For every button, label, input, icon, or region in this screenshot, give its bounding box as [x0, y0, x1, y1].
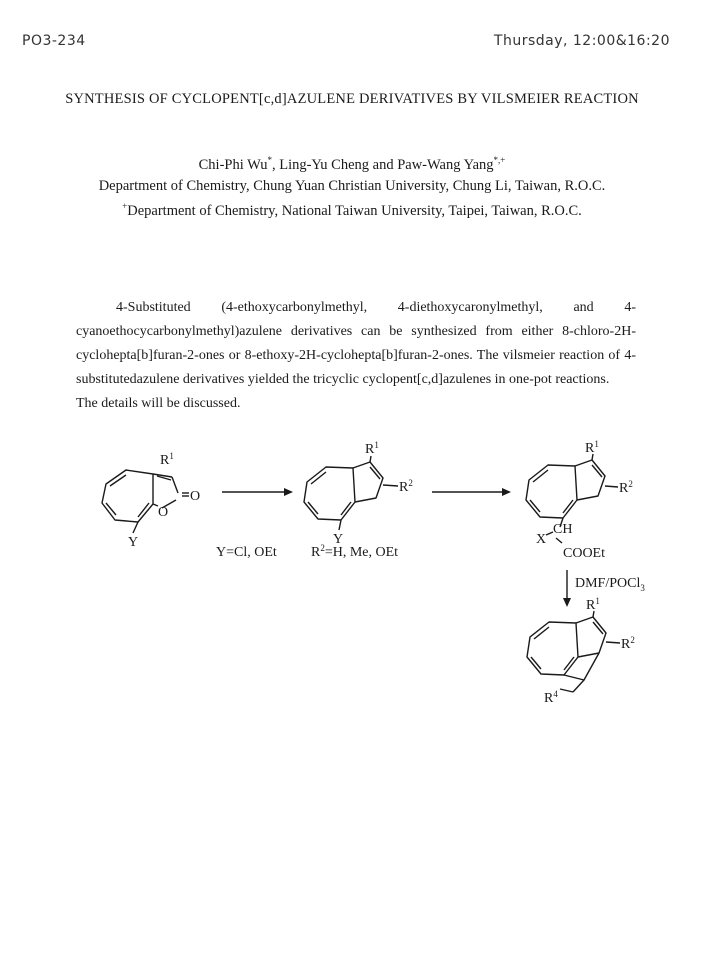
r1-label-3: $R^1$ [585, 439, 599, 456]
abstract [76, 296, 636, 416]
author-last-mark: *,+ [493, 155, 506, 165]
poster-code: PO3-234 [22, 33, 86, 49]
cooet-label: COOEt [563, 546, 605, 561]
azulene-structure [304, 456, 398, 530]
x-label: X [536, 532, 547, 547]
reagent-label: DMF/POCl$_3$ [575, 576, 645, 593]
author-first-mark: * [267, 155, 272, 165]
abstract-paragraph: 4-Substituted (4-ethoxycarbonylmethyl, 4-diethoxycaronylmethyl, and 4-cyanoethocycarbonylmethyl)azulene derivatives can be synthesized from either 8-chloro-2H-cyclohepta[b]furan-2-ones or 8-ethoxy-2H-cyclohepta[b]furan-2-ones. The vilsmeier reaction of 4-substitutedazulene derivatives yielded the tricyclic cyclopent[c,d]azulenes in one-pot reactions. [76, 300, 636, 387]
paper-title: SYNTHESIS OF CYCLOPENT[c,d]AZULENE DERIVATIVES BY VILSMEIER REACTION [65, 91, 639, 107]
r2-label-2: $R^2$ [399, 478, 413, 495]
cyclopentazulene-structure [527, 611, 620, 692]
condition-r2: $R^2=H$, Me, OEt [311, 543, 399, 560]
r1-label-1: $R^1$ [160, 451, 174, 468]
y-label-2: Y [333, 532, 344, 547]
arrow-down-head [563, 598, 571, 607]
affiliation-2 [0, 201, 704, 220]
r1-label-2: $R^1$ [365, 440, 379, 457]
condition-y: Y=Cl, OEt [216, 545, 277, 560]
affiliation-1: Department of Chemistry, Chung Yuan Christian University, Chung Li, Taiwan, R.O.C. [98, 178, 606, 194]
reaction-scheme [0, 430, 704, 720]
author-first: Chi-Phi Wu [198, 156, 268, 173]
arrow-2-head [502, 488, 511, 496]
r4-label: $R^4$ [544, 689, 558, 706]
author-rest: , Ling-Yu Cheng and Paw-Wang Yang [271, 156, 494, 173]
affiliation-2-mark: + [122, 201, 128, 211]
furanone-structure [102, 470, 189, 533]
affiliation-2-text: Department of Chemistry, National Taiwan University, Taipei, Taiwan, R.O.C. [127, 202, 582, 219]
ring-oxygen-label: O [158, 505, 169, 520]
session-time: Thursday, 12:00&16:20 [493, 33, 670, 49]
r2-label-3: $R^2$ [619, 479, 633, 496]
ch-label: CH [553, 522, 573, 537]
r2-label-4: $R^2$ [621, 635, 635, 652]
carbonyl-oxygen-label: O [190, 489, 201, 504]
y-label-1: Y [128, 535, 139, 550]
arrow-1-head [284, 488, 293, 496]
author-list [0, 155, 704, 174]
abstract-closing: The details will be discussed. [76, 396, 241, 411]
r1-label-4: $R^1$ [586, 596, 600, 613]
